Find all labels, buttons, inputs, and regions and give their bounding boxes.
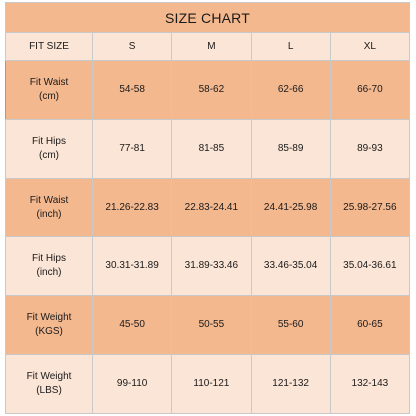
table-cell: 58-62 — [172, 61, 251, 120]
table-cell: 110-121 — [172, 355, 251, 414]
row-label-line2: (inch) — [36, 208, 62, 220]
table-cell: 33.46-35.04 — [251, 237, 330, 296]
table-row — [6, 355, 410, 414]
table-cell: 89-93 — [330, 119, 409, 178]
row-label — [6, 178, 93, 237]
row-label-line2: (inch) — [36, 267, 62, 279]
table-cell: 50-55 — [172, 296, 251, 355]
table-row — [6, 61, 410, 120]
table-cell: 55-60 — [251, 296, 330, 355]
row-label — [6, 119, 93, 178]
table-cell: 99-110 — [93, 355, 172, 414]
row-label-line1: Fit Waist — [29, 194, 69, 206]
table-cell: 25.98-27.56 — [330, 178, 409, 237]
header-size-m: M — [172, 33, 251, 61]
table-cell: 81-85 — [172, 119, 251, 178]
table-cell: 35.04-36.61 — [330, 237, 409, 296]
table-cell: 121-132 — [251, 355, 330, 414]
table-cell: 31.89-33.46 — [172, 237, 251, 296]
table-cell: 60-65 — [330, 296, 409, 355]
table-row — [6, 178, 410, 237]
row-label-line1: Fit Hips — [32, 253, 66, 265]
row-label-line1: Fit Waist — [29, 76, 69, 88]
header-size-l: L — [251, 33, 330, 61]
row-label — [6, 296, 93, 355]
title-row — [6, 3, 410, 33]
table-cell: 21.26-22.83 — [93, 178, 172, 237]
table-cell: 77-81 — [93, 119, 172, 178]
header-size-s: S — [93, 33, 172, 61]
table-cell: 66-70 — [330, 61, 409, 120]
row-label-line1: Fit Hips — [32, 135, 66, 147]
table-cell: 24.41-25.98 — [251, 178, 330, 237]
table-row — [6, 237, 410, 296]
table-cell: 132-143 — [330, 355, 409, 414]
chart-title: SIZE CHART — [6, 3, 410, 33]
row-label — [6, 355, 93, 414]
table-cell: 30.31-31.89 — [93, 237, 172, 296]
row-label-line1: Fit Weight — [26, 312, 72, 324]
row-label — [6, 237, 93, 296]
table-row — [6, 119, 410, 178]
header-row — [6, 33, 410, 61]
table-cell: 54-58 — [93, 61, 172, 120]
row-label-line2: (LBS) — [36, 385, 62, 397]
table-row — [6, 296, 410, 355]
size-chart-table — [5, 2, 410, 414]
table-cell: 22.83-24.41 — [172, 178, 251, 237]
row-label-line2: (cm) — [39, 149, 59, 161]
row-label-line1: Fit Weight — [26, 371, 72, 383]
row-label-line2: (cm) — [39, 90, 59, 102]
table-cell: 45-50 — [93, 296, 172, 355]
header-size-xl: XL — [330, 33, 409, 61]
size-chart — [5, 2, 410, 414]
table-cell: 85-89 — [251, 119, 330, 178]
table-cell: 62-66 — [251, 61, 330, 120]
row-label — [6, 61, 93, 120]
header-label: FIT SIZE — [6, 33, 93, 61]
row-label-line2: (KGS) — [35, 326, 63, 338]
